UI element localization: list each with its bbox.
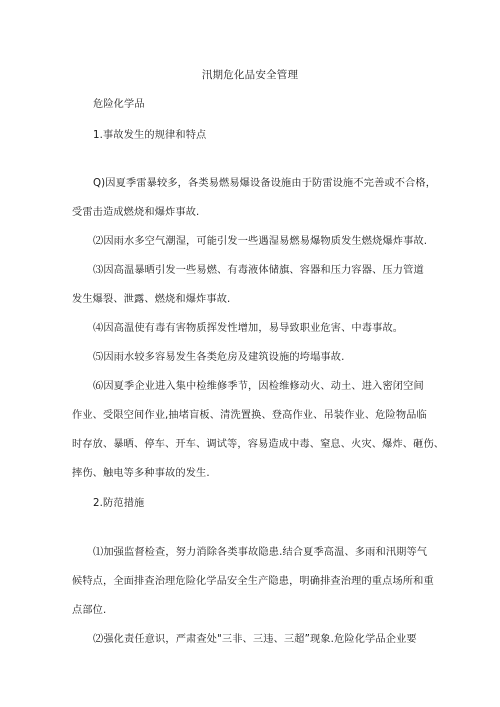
section1-item6-line4: 摔伤、触电等多种事故的发生. bbox=[72, 468, 210, 479]
section1-item6-line2: 作业、受限空间作业,抽堵盲板、清洗置换、登高作业、吊装作业、危险物品临 bbox=[72, 410, 427, 421]
section1-item4-line1: ⑷因高温使有毒有害物质挥发性增加，易导致职业危害、中毒事故。 bbox=[93, 323, 404, 334]
section1-item6-line1: ⑹因夏季企业进入集中检维修季节，因检维修动火、动土、进入密闭空间 bbox=[93, 381, 424, 392]
section1-item5-line1: ⑸因雨水较多容易发生各类危房及建筑设施的垮塌事故. bbox=[93, 352, 345, 363]
section1-item1-line2: 受雷击造成燃烧和爆炸事故. bbox=[72, 207, 200, 218]
section2-item1-line2: 候特点，全面排查治理危险化学品安全生产隐患，明确排查治理的重点场所和重 bbox=[72, 576, 434, 587]
section1-item3-line2: 发生爆裂、泄露、燃烧和爆炸事故. bbox=[72, 294, 231, 305]
section2-item2-line1: ⑵强化责任意识，严肃查处"三非、三违、三超”现象.危险化学品企业要 bbox=[93, 634, 417, 645]
section1-heading: 1.事故发生的规律和特点 bbox=[93, 130, 207, 141]
section1-item6-line3: 时存放、暴晒、停车、开车、调试等，容易造成中毒、窒息、火灾、爆炸、砸伤、 bbox=[72, 439, 445, 450]
section1-item2-line1: ⑵因雨水多空气潮湿，可能引发一些遇湿易燃易爆物质发生燃烧爆炸事故. bbox=[93, 236, 428, 247]
section2-item1-line3: 点部位. bbox=[72, 605, 107, 616]
section2-heading: 2.防范措施 bbox=[93, 498, 145, 509]
document-title: 汛期危化品安全管理 bbox=[201, 69, 299, 81]
category-label: 危险化学品 bbox=[93, 99, 145, 110]
section1-item1-line1: Q)因夏季雷暴较多，各类易燃易爆设备设施由于防雷设施不完善或不合格， bbox=[93, 178, 437, 189]
section2-item1-line1: ⑴加强监督检查，努力消除各类事故隐患.结合夏季高温、多雨和汛期等气 bbox=[93, 547, 428, 558]
section1-item3-line1: ⑶因高温暴晒引发一些易燃、有毒液体储旗、容器和压力容器、压力管道 bbox=[93, 265, 424, 276]
